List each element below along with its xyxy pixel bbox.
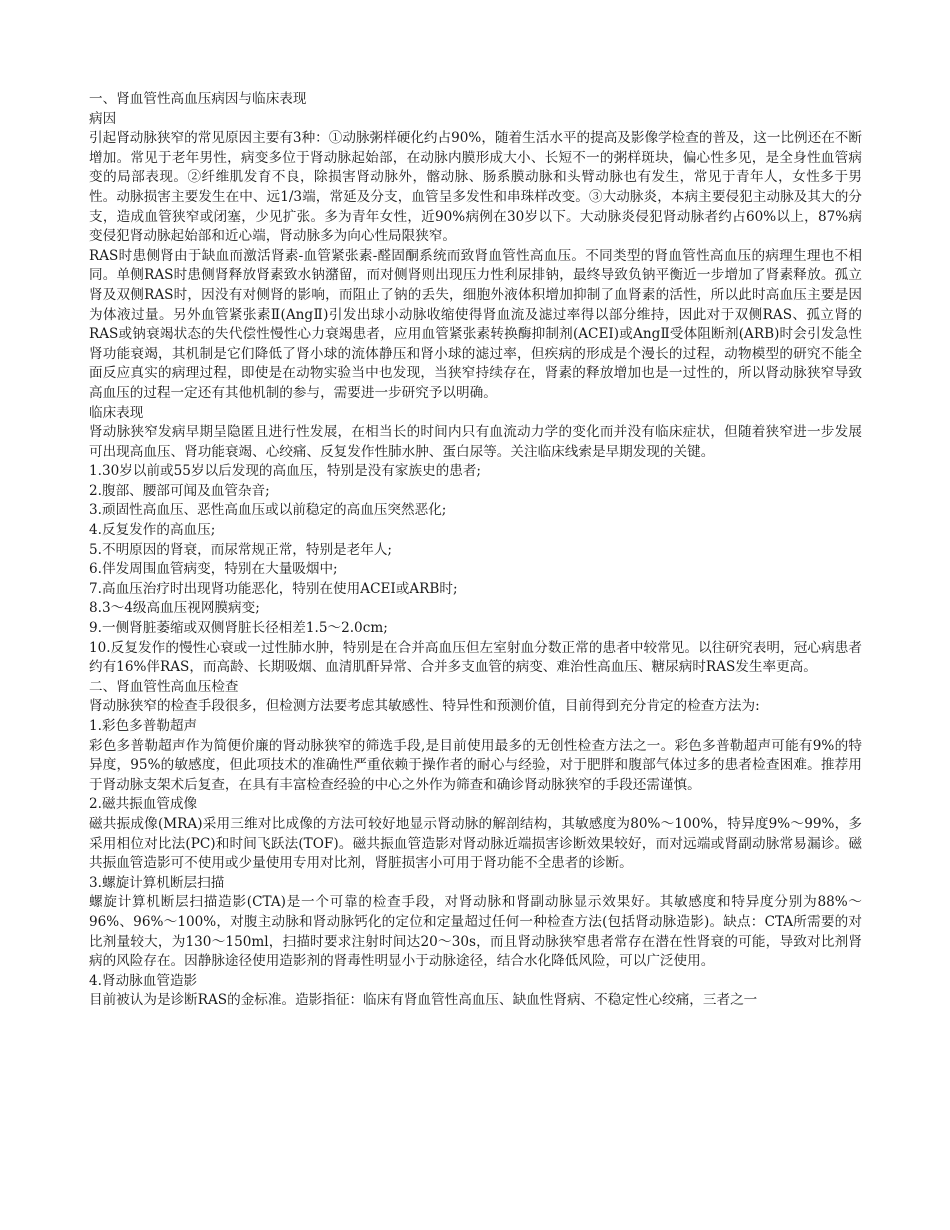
subheading-clinical: 临床表现: [89, 404, 144, 421]
subheading-cta: 3.螺旋计算机断层扫描: [89, 874, 225, 891]
list-item: 3.顽固性高血压、恶性高血压或以前稳定的高血压突然恶化;: [89, 502, 447, 519]
subheading-mra: 2.磁共振血管成像: [89, 796, 198, 813]
paragraph-doppler: 彩色多普勒超声作为简便价廉的肾动脉狭窄的筛选手段,是目前使用最多的无创性检查方法之一。彩色多普勒超声可能有9%的特异度，95%的敏感度，但此项技术的准确性严重依赖于操作者的耐心与经验，对于肥胖和腹部气体过多的患者检查困难。推荐用于肾动脉支架术后复查，在具有丰富检查经验的中心之外作为筛查和确诊肾动脉狭窄的手段还需谨慎。: [89, 737, 862, 793]
list-item: 10.反复发作的慢性心衰或一过性肺水肿，特别是在合并高血压但左室射血分数正常的患者中较常见。以往研究表明，冠心病患者约有16%伴RAS，而高龄、长期吸烟、血清肌酐异常、合并多支血管的病变、难治性高血压、糖尿病时RAS发生率更高。: [89, 639, 862, 676]
list-item: 2.腹部、腰部可闻及血管杂音;: [89, 482, 270, 499]
paragraph-pathophysiology: RAS时患侧肾由于缺血而激活肾素-血管紧张素-醛固酮系统而致肾血管性高血压。不同类型的肾血管性高血压的病理生理也不相同。单侧RAS时患侧肾释放肾素致水钠潴留，而对侧肾则出现压力性利尿排钠，最终导致负钠平衡近一步增加了肾素释放。孤立肾及双侧RAS时，因没有对侧肾的影响，而阻止了钠的丢失，细胞外液体积增加抑制了血肾素的活性，所以此时高血压主要是因为体液过量。另外血管紧张素Ⅱ(AngⅡ)引发出球小动脉收缩使得肾血流及滤过率得以部分维持，因此对于双侧RAS、孤立肾的RAS或钠衰竭状态的失代偿性慢性心力衰竭患者，应用血管紧张素转换酶抑制剂(ACEI)或AngⅡ受体阻断剂(ARB)时会引发急性肾功能衰竭，其机制是它们降低了肾小球的流体静压和肾小球的滤过率，但疾病的形成是个漫长的过程，动物模型的研究不能全面反应真实的病理过程，即使是在动物实验当中也发现，当狭窄持续存在，肾素的释放增加也是一过性的，所以肾动脉狭窄导致高血压的过程一定还有其他机制的参与，需要进一步研究予以明确。: [89, 247, 862, 401]
section-1: [89, 90, 862, 678]
list-item: 7.高血压治疗时出现肾功能恶化，特别在使用ACEI或ARB时;: [89, 580, 458, 597]
paragraph-mra: 磁共振成像(MRA)采用三维对比成像的方法可较好地显示肾动脉的解剖结构，其敏感度为80%～100%，特异度9%～99%，多采用相位对比法(PC)和时间飞跃法(TOF)。磁共振血管造影对肾动脉近端损害诊断效果较好，而对远端或肾副动脉常易漏诊。磁共振血管造影可不使用或少量使用专用对比剂，肾脏损害小可用于肾功能不全患者的诊断。: [89, 815, 862, 872]
list-item: 6.伴发周围血管病变，特别在大量吸烟中;: [89, 561, 338, 578]
paragraph-angiography: 目前被认为是诊断RAS的金标准。造影指征：临床有肾血管性高血压、缺血性肾病、不稳定性心绞痛，三者之一: [89, 992, 758, 1009]
subheading-cause: 病因: [89, 110, 117, 127]
list-item: 9.一侧肾脏萎缩或双侧肾脏长径相差1.5～2.0cm;: [89, 620, 388, 637]
paragraph-clinical-intro: 肾动脉狭窄发病早期呈隐匿且进行性发展，在相当长的时间内只有血流动力学的变化而并没有临床症状，但随着狭窄进一步发展可出现高血压、肾功能衰竭、心绞痛、反复发作性肺水肿、蛋白尿等。关注临床线索是早期发现的关键。: [89, 424, 862, 460]
paragraph-exam-intro: 肾动脉狭窄的检查手段很多，但检测方法要考虑其敏感性、特异性和预测价值，目前得到充分肯定的检查方法为:: [89, 698, 760, 715]
paragraph-cause: 引起肾动脉狭窄的常见原因主要有3种：①动脉粥样硬化约占90%，随着生活水平的提高及影像学检查的普及，这一比例还在不断增加。常见于老年男性，病变多位于肾动脉起始部，在动脉内膜形成大小、长短不一的粥样斑块，偏心性多见，是全身性血管病变的局部表现。②纤维肌发育不良，除损害肾动脉外，髂动脉、肠系膜动脉和头臂动脉也有发生，常见于青年人，女性多于男性。动脉损害主要发生在中、远1/3端，常延及分支，血管呈多发性和串珠样改变。③大动脉炎，本病主要侵犯主动脉及其大的分支，造成血管狭窄或闭塞，少见扩张。多为青年女性，近90%病例在30岁以下。大动脉炎侵犯肾动脉者约占60%以上，87%病变侵犯肾动脉起始部和近心端，肾动脉多为向心性局限狭窄。: [89, 130, 862, 245]
subheading-angiography: 4.肾动脉血管造影: [89, 972, 198, 989]
list-item: 8.3～4级高血压视网膜病变;: [89, 600, 260, 617]
paragraph-cta: 螺旋计算机断层扫描造影(CTA)是一个可靠的检查手段，对肾动脉和肾副动脉显示效果好。其敏感度和特异度分别为88%～96%、96%～100%，对腹主动脉和肾动脉钙化的定位和定量超过任何一种检查方法(包括肾动脉造影)。缺点：CTA所需要的对比剂量较大，为130～150ml，扫描时要求注射时间达20～30s，而且肾动脉狭窄患者常存在潜在性肾衰的可能，导致对比剂肾病的风险存在。因静脉途径使用造影剂的肾毒性明显小于动脉途径，结合水化降低风险，可以广泛使用。: [89, 894, 862, 970]
section-2: [89, 678, 862, 1011]
list-item: 5.不明原因的肾衰，而尿常规正常，特别是老年人;: [89, 541, 393, 558]
section-title: 一、肾血管性高血压病因与临床表现: [89, 91, 307, 107]
section-title: 二、肾血管性高血压检查: [89, 678, 239, 695]
subheading-doppler: 1.彩色多普勒超声: [89, 718, 198, 734]
list-item: 4.反复发作的高血压;: [89, 522, 216, 539]
list-item: 1.30岁以前或55岁以后发现的高血压，特别是没有家族史的患者;: [89, 463, 481, 480]
